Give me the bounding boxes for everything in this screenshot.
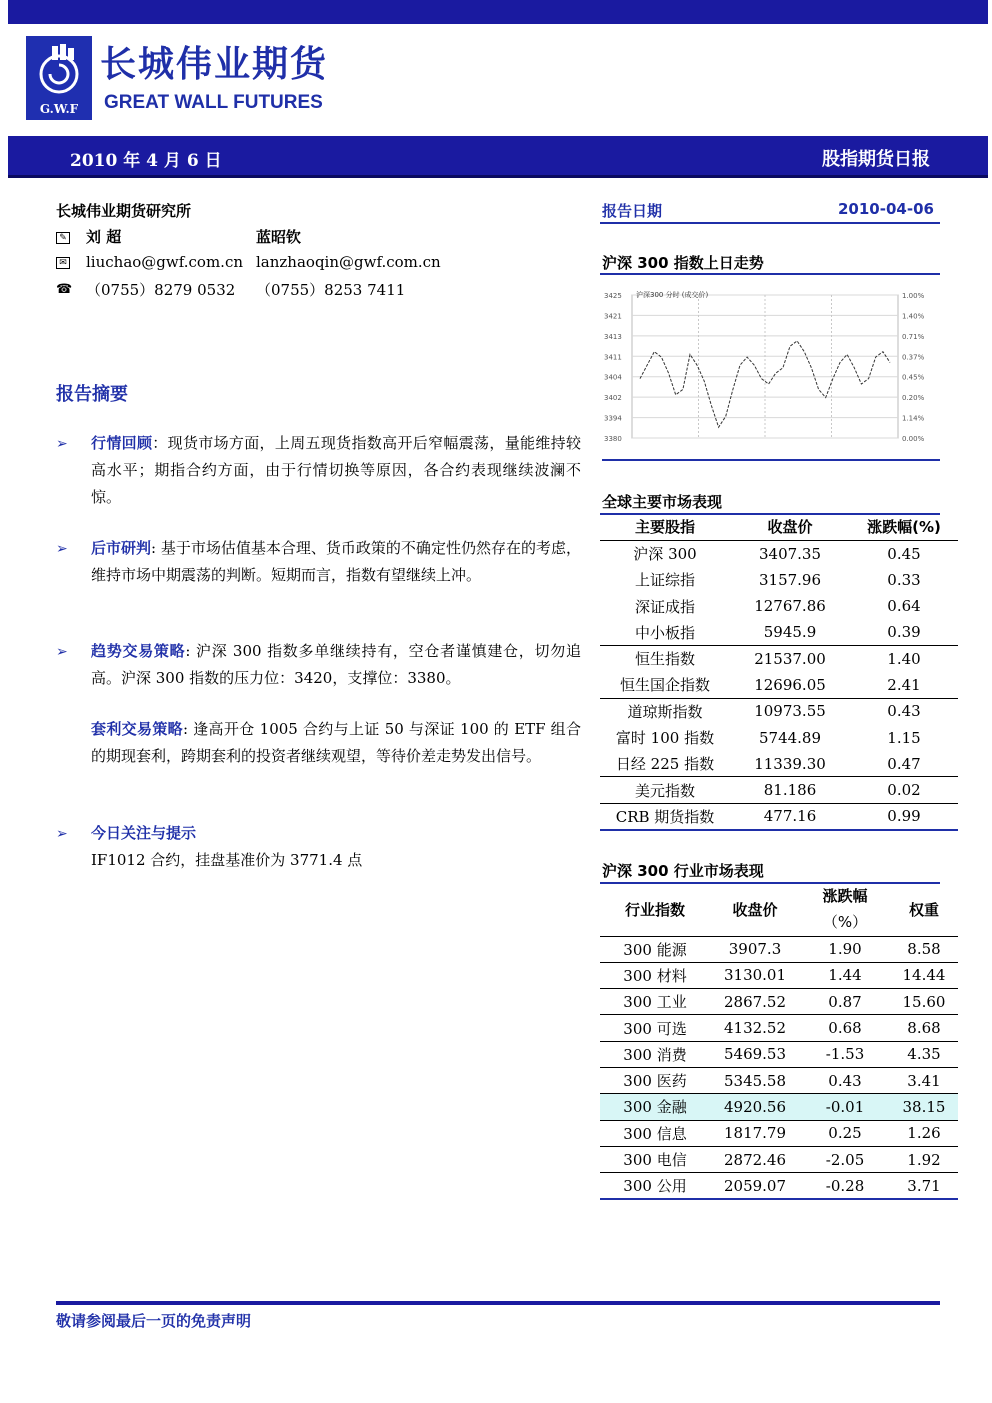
- item-text: 现货市场方面，上周五现货指数高开后窄幅震荡，量能维持较高水平；期指合约方面，由于行情切换等原因，各合约表现继续波澜不惊。: [91, 434, 581, 506]
- footer-rule: [56, 1301, 940, 1305]
- table-row: [600, 936, 958, 962]
- table-cell: 300 电信: [600, 1146, 710, 1172]
- author-email-2[interactable]: lanzhaoqin@gwf.com.cn: [256, 253, 441, 271]
- table-row: [600, 962, 958, 988]
- col-header: 涨跌幅 （%）: [800, 883, 890, 936]
- item-text: 逢高开仓 1005 合约与上证 50 与深证 100 的 ETF 组合的期现套利，跨期套利的投资者继续观望，等待价差走势发出信号。: [91, 720, 581, 765]
- intraday-chart: [602, 283, 940, 461]
- summary-item-focus: [91, 820, 581, 874]
- table-cell: 恒生国企指数: [600, 672, 730, 698]
- summary-title: 报告摘要: [56, 384, 128, 405]
- table-cell: 5945.9: [730, 619, 850, 645]
- table-cell: 1.26: [890, 1120, 958, 1146]
- y-tick-label: 3411: [604, 353, 622, 362]
- y-tick-label: 3402: [604, 394, 622, 403]
- author-name-2: 蓝昭钦: [256, 228, 302, 246]
- table-cell: 2059.07: [710, 1173, 800, 1199]
- table-row: [600, 724, 958, 750]
- col-header: 涨跌幅(%): [850, 514, 958, 540]
- report-date-label: 报告日期: [602, 202, 663, 220]
- disclaimer-note[interactable]: 敬请参阅最后一页的免责声明: [56, 1312, 252, 1330]
- table-cell: 深证成指: [634, 597, 695, 616]
- table-cell: 0.64: [887, 597, 921, 616]
- table-cell: 300 能源: [600, 936, 710, 962]
- bullet-icon: ➢: [56, 541, 68, 557]
- table-cell: 3407.35: [758, 544, 822, 563]
- phone-row: [56, 279, 235, 300]
- table-row: [600, 1067, 958, 1093]
- phone-icon: ☎: [56, 282, 73, 297]
- table-row: [600, 1094, 958, 1120]
- table-cell: 0.45: [887, 544, 921, 563]
- col-header: 主要股指: [600, 514, 730, 540]
- summary-item-arbitrage: 套利交易策略: 逢高开仓 1005 合约与上证 50 与深证 100 的 ETF 组合的期现套利，跨期套利的投资者继续观望，等待价差走势发出信号。: [91, 720, 581, 765]
- table-cell: 0.33: [887, 570, 921, 589]
- table-cell: CRB 期货指数: [600, 803, 730, 829]
- table-row: [600, 989, 958, 1015]
- table-cell: 10973.55: [754, 702, 826, 721]
- table-cell: 恒生指数: [634, 650, 695, 669]
- table-cell: 1817.79: [710, 1120, 800, 1146]
- table-cell: 12696.05: [730, 672, 850, 698]
- email-row: [56, 253, 243, 271]
- table-cell: 0.99: [850, 803, 958, 829]
- item-text: IF1012 合约，挂盘基准价为 3771.4 点: [91, 851, 363, 869]
- table-cell: 300 信息: [600, 1120, 710, 1146]
- item-head: 趋势交易策略: [91, 642, 186, 660]
- table-cell: 300 金融: [600, 1094, 710, 1120]
- table-header-row: [600, 883, 958, 936]
- summary-item-review: 行情回顾：现货市场方面，上周五现货指数高开后窄幅震荡，量能维持较高水平；期指合约方面，由于行情切换等原因，各合约表现继续波澜不惊。: [91, 434, 581, 506]
- table-cell: 21537.00: [754, 649, 826, 668]
- table-cell: 2867.52: [710, 989, 800, 1015]
- y2-tick-label: 1.00%: [902, 292, 925, 300]
- table-cell: 上证综指: [634, 571, 695, 590]
- table-cell: 0.68: [800, 1015, 890, 1041]
- item-text: 沪深 300 指数多单继续持有，空仓者谨慎建仓，切勿追高。沪深 300 指数的压力位：3420，支撑位：3380。: [91, 642, 581, 687]
- y-tick-label: 3394: [604, 414, 622, 423]
- table-row: [600, 698, 958, 724]
- summary-item-outlook: 后市研判: 基于市场估值基本合理、货币政策的不确定性仍然存在的考虑，维持市场中期震荡的判断。短期而言，指数有望继续上冲。: [91, 539, 581, 584]
- table-header-row: [600, 514, 958, 540]
- date-banner: [8, 136, 988, 178]
- col-header: 行业指数: [600, 883, 710, 936]
- table-row: [600, 593, 958, 619]
- bullet-icon: ➢: [56, 826, 68, 842]
- col-header: 收盘价: [730, 514, 850, 540]
- table-row: [600, 1173, 958, 1199]
- table-cell: 1.92: [890, 1146, 958, 1172]
- y2-tick-label: 0.37%: [902, 353, 925, 362]
- table-cell: 道琼斯指数: [627, 702, 703, 721]
- table-cell: 0.02: [850, 777, 958, 803]
- table-cell: 300 医药: [600, 1067, 710, 1093]
- table-cell: 5744.89: [758, 728, 822, 747]
- table-cell: 81.186: [730, 777, 850, 803]
- table-cell: 15.60: [890, 989, 958, 1015]
- item-text: 基于市场估值基本合理、货币政策的不确定性仍然存在的考虑，维持市场中期震荡的判断。短期而言，指数有望继续上冲。: [91, 539, 581, 584]
- sector-table: [600, 883, 958, 1200]
- table-row: [600, 672, 958, 698]
- table-cell: 日经 225 指数: [600, 751, 730, 777]
- y2-tick-label: 0.00%: [902, 435, 925, 443]
- col-header: 收盘价: [710, 883, 800, 936]
- table-cell: 美元指数: [600, 777, 730, 803]
- table-cell: 14.44: [890, 962, 958, 988]
- author-row: [56, 226, 121, 247]
- col-header: 权重: [890, 883, 958, 936]
- legend-label: 沪深300 分时 (成交价): [636, 291, 709, 299]
- global-markets-title: 全球主要市场表现: [602, 493, 723, 511]
- y-tick-label: 3380: [604, 435, 622, 443]
- sector-title: 沪深 300 行业市场表现: [602, 862, 764, 880]
- table-row: [600, 1146, 958, 1172]
- table-cell: -2.05: [800, 1146, 890, 1172]
- table-cell: 沪深 300: [633, 545, 697, 564]
- table-row: [600, 619, 958, 645]
- edit-icon: ✎: [56, 232, 70, 244]
- top-bar: [8, 0, 988, 24]
- mail-icon: ✉: [56, 257, 70, 269]
- brand-name-en: GREAT WALL FUTURES: [104, 92, 323, 113]
- table-cell: 中小板指: [600, 619, 730, 645]
- table-cell: 5469.53: [710, 1041, 800, 1067]
- brand-name-cn: 长城伟业期货: [100, 44, 329, 85]
- y2-tick-label: 0.71%: [902, 332, 925, 341]
- table-cell: 1.40: [887, 649, 921, 668]
- table-cell: 3.41: [890, 1067, 958, 1093]
- table-cell: -1.53: [800, 1041, 890, 1067]
- table-cell: 300 可选: [600, 1015, 710, 1041]
- y-tick-label: 3404: [604, 373, 622, 382]
- table-row: [600, 540, 958, 566]
- item-head: 行情回顾: [91, 434, 153, 452]
- table-cell: 8.58: [890, 936, 958, 962]
- report-date-value: 2010-04-06: [838, 200, 934, 218]
- table-cell: 12767.86: [754, 597, 826, 616]
- y-tick-label: 3413: [604, 332, 622, 341]
- y2-tick-label: 1.40%: [902, 312, 925, 321]
- item-head: 今日关注与提示: [91, 824, 197, 842]
- report-type: 股指期货日报: [822, 149, 930, 170]
- table-cell: 300 公用: [600, 1173, 710, 1199]
- table-row: [600, 1015, 958, 1041]
- table-cell: 11339.30: [730, 751, 850, 777]
- table-row: [600, 1041, 958, 1067]
- divider: [600, 222, 940, 224]
- table-row: [600, 567, 958, 593]
- table-cell: 0.43: [800, 1067, 890, 1093]
- logo-text: G.W.F: [39, 102, 79, 116]
- item-head: 后市研判: [91, 539, 152, 557]
- table-cell: 0.25: [800, 1120, 890, 1146]
- table-cell: 3907.3: [710, 936, 800, 962]
- table-cell: 3157.96: [758, 570, 822, 589]
- table-row: [600, 803, 958, 829]
- institute-name: 长城伟业期货研究所: [56, 202, 192, 220]
- table-cell: 2.41: [850, 672, 958, 698]
- table-cell: 3.71: [890, 1173, 958, 1199]
- table-cell: 2872.46: [710, 1146, 800, 1172]
- author-phone-2: （0755）8253 7411: [256, 281, 406, 299]
- y2-tick-label: 0.20%: [902, 394, 925, 403]
- y-tick-label: 3421: [604, 312, 622, 321]
- y-tick-label: 3425: [604, 292, 622, 300]
- global-markets-table: [600, 514, 958, 831]
- intraday-chart-svg: [602, 283, 940, 459]
- table-cell: 4132.52: [710, 1015, 800, 1041]
- logo-emblem-icon: [32, 42, 86, 98]
- table-cell: 4920.56: [710, 1094, 800, 1120]
- divider: [600, 273, 940, 275]
- table-cell: 1.44: [800, 962, 890, 988]
- item-head: 套利交易策略: [91, 720, 184, 738]
- table-cell: 富时 100 指数: [615, 729, 715, 748]
- table-cell: 0.87: [800, 989, 890, 1015]
- author-email-1[interactable]: liuchao@gwf.com.cn: [86, 253, 244, 271]
- table-cell: 8.68: [890, 1015, 958, 1041]
- table-cell: 0.43: [887, 702, 921, 721]
- table-cell: 1.15: [887, 728, 921, 747]
- y2-tick-label: 0.45%: [902, 373, 925, 382]
- table-cell: 300 消费: [600, 1041, 710, 1067]
- author-name-1: 刘 超: [86, 228, 122, 246]
- table-row: [600, 751, 958, 777]
- bullet-icon: ➢: [56, 436, 68, 452]
- y2-tick-label: 1.14%: [902, 414, 925, 423]
- table-row: [600, 645, 958, 671]
- table-cell: 5345.58: [710, 1067, 800, 1093]
- table-cell: 300 材料: [600, 962, 710, 988]
- report-date-banner: 2010 年 4 月 6 日: [70, 151, 222, 171]
- table-cell: 38.15: [890, 1094, 958, 1120]
- company-logo: [26, 36, 92, 120]
- author-phone-1: （0755）8279 0532: [86, 281, 236, 299]
- table-row: [600, 777, 958, 803]
- chart-title: 沪深 300 指数上日走势: [602, 254, 764, 272]
- table-cell: 0.47: [850, 751, 958, 777]
- bullet-icon: ➢: [56, 644, 68, 660]
- summary-item-trend: 趋势交易策略: 沪深 300 指数多单继续持有，空仓者谨慎建仓，切勿追高。沪深 300 指数的压力位：3420，支撑位：3380。: [91, 642, 581, 687]
- table-cell: 4.35: [890, 1041, 958, 1067]
- table-cell: 3130.01: [710, 962, 800, 988]
- table-cell: -0.01: [800, 1094, 890, 1120]
- table-cell: -0.28: [800, 1173, 890, 1199]
- table-row: [600, 1120, 958, 1146]
- table-cell: 0.39: [850, 619, 958, 645]
- table-cell: 1.90: [800, 936, 890, 962]
- table-cell: 477.16: [730, 803, 850, 829]
- table-cell: 300 工业: [600, 989, 710, 1015]
